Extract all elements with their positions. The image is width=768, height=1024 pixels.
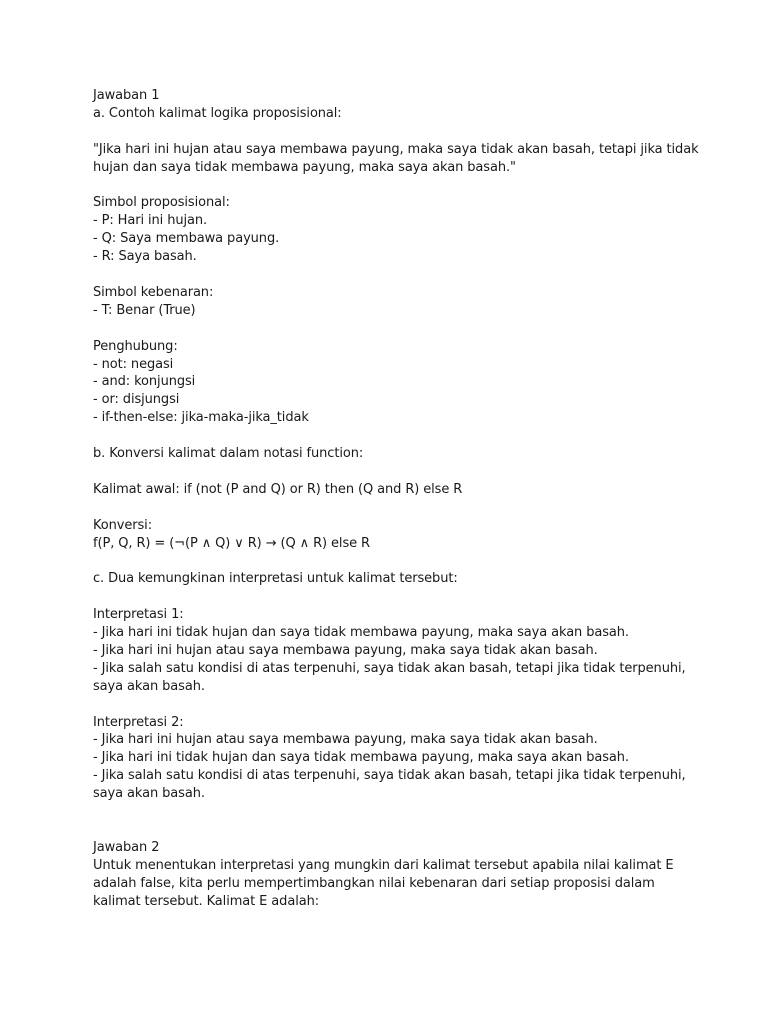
connective-item: - if-then-else: jika-maka-jika_tidak bbox=[93, 410, 309, 426]
interpretation-2-line: - Jika salah satu kondisi di atas terpenuhi, saya tidak akan basah, tetapi jika tidak terpenuhi, bbox=[93, 768, 686, 784]
spacer bbox=[93, 123, 693, 141]
interpretation-1-line: saya akan basah. bbox=[93, 678, 205, 694]
spacer bbox=[93, 320, 693, 338]
proposition-item: - Q: Saya membawa payung. bbox=[93, 231, 280, 247]
paragraph-line: Untuk menentukan interpretasi yang mungkin dari kalimat tersebut apabila nilai kalimat E bbox=[93, 857, 674, 873]
truth-symbols-title: Simbol kebenaran: bbox=[93, 284, 214, 300]
conversion-title: Konversi: bbox=[93, 517, 152, 533]
interpretation-1-line: - Jika hari ini hujan atau saya membawa payung, maka saya tidak akan basah. bbox=[93, 642, 598, 658]
paragraph-line: kalimat tersebut. Kalimat E adalah: bbox=[93, 893, 319, 909]
interpretation-2-line: - Jika hari ini tidak hujan dan saya tidak membawa payung, maka saya akan basah. bbox=[93, 750, 629, 766]
spacer bbox=[93, 696, 693, 714]
part-b-title: b. Konversi kalimat dalam notasi function: bbox=[93, 446, 364, 462]
part-c-title: c. Dua kemungkinan interpretasi untuk kalimat tersebut: bbox=[93, 571, 458, 587]
spacer bbox=[93, 463, 693, 481]
truth-symbol-item: - T: Benar (True) bbox=[93, 302, 196, 318]
spacer bbox=[93, 499, 693, 517]
proposition-item: - P: Hari ini hujan. bbox=[93, 213, 208, 229]
original-sentence: Kalimat awal: if (not (P and Q) or R) then (Q and R) else R bbox=[93, 481, 463, 497]
conversion-formula: f(P, Q, R) = (¬(P ∧ Q) ∨ R) → (Q ∧ R) else R bbox=[93, 535, 370, 551]
interpretation-1-line: - Jika hari ini tidak hujan dan saya tidak membawa payung, maka saya akan basah. bbox=[93, 625, 629, 641]
document-body bbox=[93, 87, 699, 911]
section-heading-jawaban-2: Jawaban 2 bbox=[93, 839, 160, 855]
spacer bbox=[93, 266, 693, 284]
propositions-title: Simbol proposisional: bbox=[93, 195, 230, 211]
connective-item: - or: disjungsi bbox=[93, 392, 180, 408]
example-sentence-line: "Jika hari ini hujan atau saya membawa payung, maka saya tidak akan basah, tetapi jika tidak bbox=[93, 141, 699, 157]
spacer bbox=[93, 803, 693, 839]
paragraph-line: adalah false, kita perlu mempertimbangkan nilai kebenaran dari setiap proposisi dalam bbox=[93, 875, 655, 891]
spacer bbox=[93, 177, 693, 195]
example-sentence-line: hujan dan saya tidak membawa payung, maka saya akan basah." bbox=[93, 159, 516, 175]
connectives-title: Penghubung: bbox=[93, 338, 178, 354]
proposition-item: - R: Saya basah. bbox=[93, 249, 197, 265]
spacer bbox=[93, 588, 693, 606]
connective-item: - not: negasi bbox=[93, 356, 174, 372]
spacer bbox=[93, 552, 693, 570]
section-heading-jawaban-1: Jawaban 1 bbox=[93, 88, 160, 103]
connective-item: - and: konjungsi bbox=[93, 374, 196, 390]
interpretation-2-title: Interpretasi 2: bbox=[93, 714, 184, 730]
spacer bbox=[93, 427, 693, 445]
interpretation-2-line: - Jika hari ini hujan atau saya membawa payung, maka saya tidak akan basah. bbox=[93, 732, 598, 748]
interpretation-1-title: Interpretasi 1: bbox=[93, 607, 184, 623]
interpretation-2-line: saya akan basah. bbox=[93, 786, 205, 802]
part-a-title: a. Contoh kalimat logika proposisional: bbox=[93, 105, 342, 121]
interpretation-1-line: - Jika salah satu kondisi di atas terpenuhi, saya tidak akan basah, tetapi jika tidak terpenuhi, bbox=[93, 660, 686, 676]
